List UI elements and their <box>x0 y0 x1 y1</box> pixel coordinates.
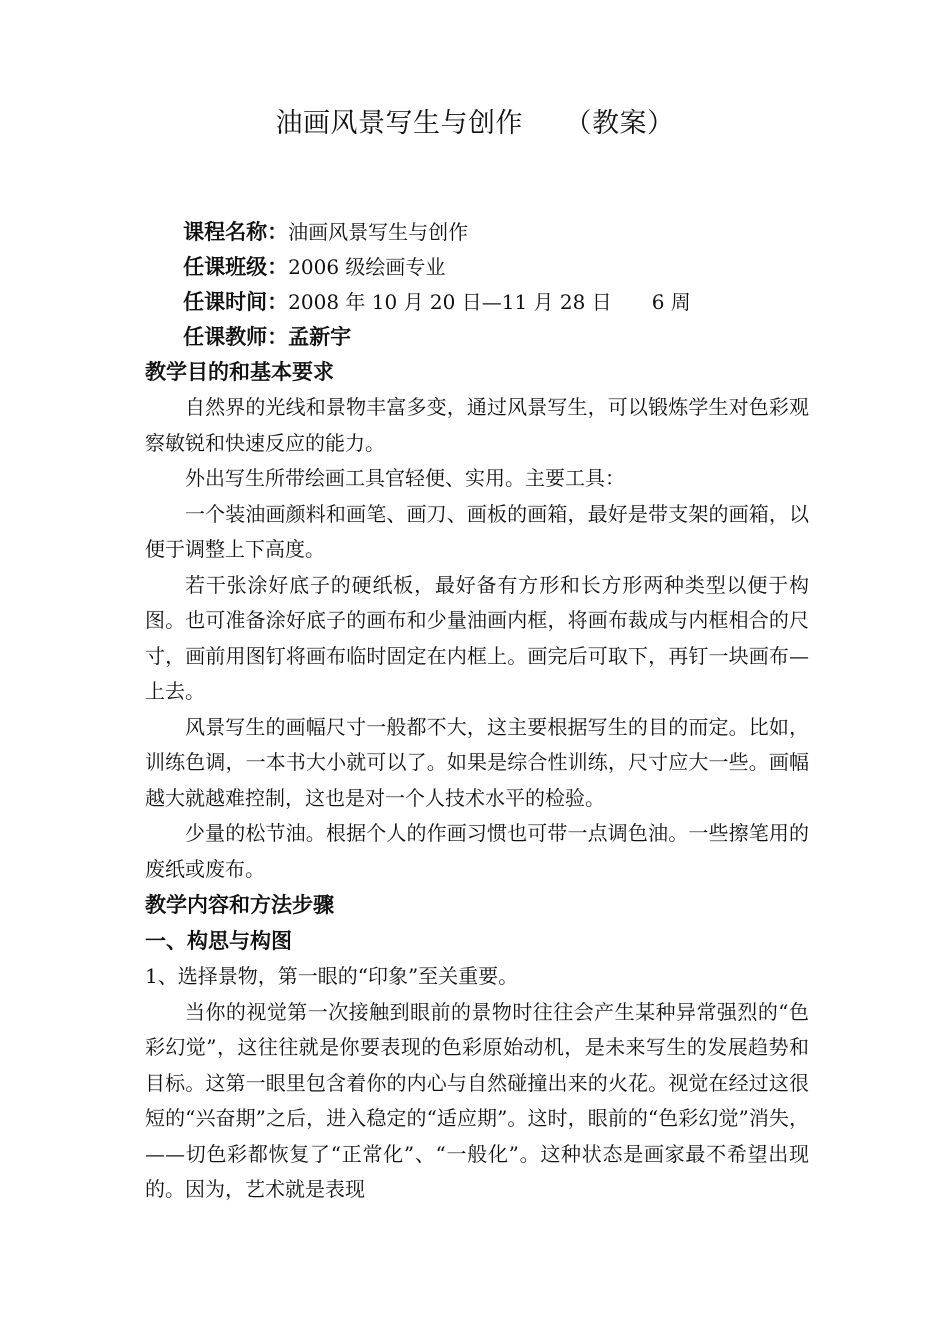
paragraph: 当你的视觉第一次接触到眼前的景物时往往会产生某种异常强烈的“色彩幻觉”，这往往就是你要表现的色彩原始动机，是未来写生的发展趋势和目标。这第一眼里包含着你的内心与自然碰撞出来的火花。视觉在经过这很短的“兴奋期”之后，进入稳定的“适应期”。这时，眼前的“色彩幻觉”消失，——切色彩都恢复了“正常化”、“一般化”。这种状态是画家最不希望出现的。因为，艺术就是表现 <box>145 999 809 1201</box>
teacher-value: 孟新宇 <box>288 325 352 349</box>
subsection-heading-composition: 一、构思与构图 <box>145 929 292 953</box>
course-name-value: 油画风景写生与创作 <box>288 220 469 244</box>
time-value: 2008 年 10 月 20 日—11 月 28 日 6 周 <box>288 290 691 314</box>
time-label: 任课时间： <box>183 290 289 314</box>
class-label: 任课班级： <box>183 255 289 279</box>
numbered-item: 1、选择景物，第一眼的“印象”至关重要。 <box>145 964 519 988</box>
section-heading-content: 教学内容和方法步骤 <box>145 893 334 917</box>
paragraph: 外出写生所带绘画工具官轻便、实用。主要工具： <box>185 466 625 490</box>
document-title: 油画风景写生与创作 （教案） <box>275 108 675 139</box>
document-body <box>145 350 809 1208</box>
course-name-row <box>145 180 825 244</box>
teacher-label: 任课教师： <box>183 325 289 349</box>
course-info <box>145 180 825 349</box>
section-heading-objectives: 教学目的和基本要求 <box>145 360 334 384</box>
course-name-label: 课程名称： <box>183 220 289 244</box>
paragraph: 若干张涂好底子的硬纸板，最好备有方形和长方形两种类型以便于构图。也可准备涂好底子的画布和少量油画内框，将画布裁成与内框相合的尺寸，画前用图钉将画布临时固定在内框上。画完后可取下，再钉一块画布—上去。 <box>145 572 809 703</box>
paragraph: 少量的松节油。根据个人的作画习惯也可带一点调色油。一些擦笔用的废纸或废布。 <box>145 821 809 881</box>
paragraph: 自然界的光线和景物丰富多变，通过风景写生，可以锻炼学生对色彩观察敏锐和快速反应的能力。 <box>145 395 809 455</box>
paragraph: 一个装油画颜料和画笔、画刀、画板的画箱，最好是带支架的画箱，以便于调整上下高度。 <box>145 501 809 561</box>
class-value: 2006 级绘画专业 <box>288 255 446 279</box>
paragraph: 风景写生的画幅尺寸一般都不大，这主要根据写生的目的而定。比如，训练色调，一本书大小就可以了。如果是综合性训练，尺寸应大一些。画幅越大就越难控制，这也是对一个人技术水平的检验。 <box>145 714 809 810</box>
